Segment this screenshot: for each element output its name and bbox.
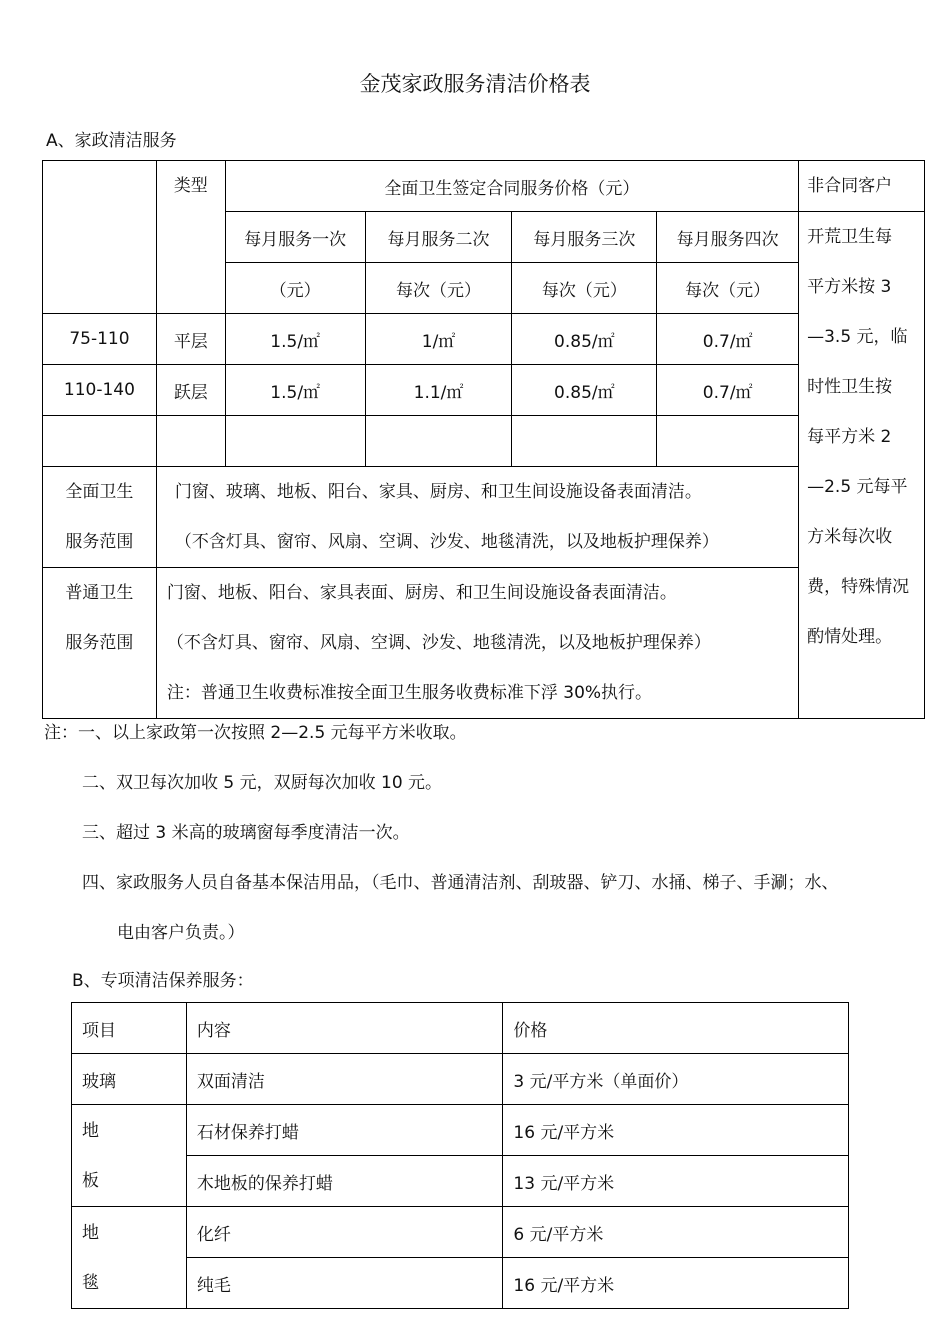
unit-header: （元） (225, 263, 365, 314)
content-cell: 双面清洁 (186, 1054, 503, 1105)
table-header-row (72, 1003, 849, 1054)
price-cell: 1.5/㎡ (225, 314, 365, 365)
empty-cell (657, 416, 799, 467)
corner-cell (43, 161, 157, 314)
normal-scope-content: 门窗、地板、阳台、家具表面、厨房、和卫生间设施设备表面清洁。 （不含灯具、窗帘、风扇、空调、沙发、地毯清洗，以及地板护理保养） 注：普通卫生收费标准按全面卫生服务收费标准下浮 30%执行。 (156, 568, 798, 719)
table-row (72, 1105, 849, 1156)
type-cell: 平层 (156, 314, 225, 365)
price-cell: 0.85/㎡ (512, 314, 657, 365)
content-cell: 化纤 (186, 1207, 503, 1258)
col-header: 项目 (72, 1003, 187, 1054)
price-cell: 16 元/平方米 (503, 1105, 849, 1156)
price-cell: 0.7/㎡ (657, 314, 799, 365)
area-cell: 110-140 (43, 365, 157, 416)
price-cell: 13 元/平方米 (503, 1156, 849, 1207)
non-contract-line: 每平方米 2 (807, 427, 892, 447)
non-contract-line: 酌情处理。 (807, 627, 893, 647)
empty-cell (512, 416, 657, 467)
note-line: 三、超过 3 米高的玻璃窗每季度清洁一次。 (82, 823, 410, 843)
non-contract-line: 时性卫生按 (807, 377, 893, 397)
freq-header: 每月服务二次 (365, 212, 512, 263)
non-contract-line: 方米每次收 (807, 527, 893, 547)
item-cell: 玻璃 (72, 1054, 187, 1105)
price-cell: 6 元/平方米 (503, 1207, 849, 1258)
non-contract-header: 非合同客户 (799, 161, 925, 212)
normal-scope-label: 普通卫生 服务范围 (43, 568, 157, 719)
item-cell: 地 板 (72, 1105, 187, 1207)
empty-cell (365, 416, 512, 467)
freq-header: 每月服务三次 (512, 212, 657, 263)
table-row (72, 1258, 849, 1309)
table-row (43, 365, 925, 416)
price-cell: 1.1/㎡ (365, 365, 512, 416)
type-header: 类型 (156, 161, 225, 314)
price-cell: 3 元/平方米（单面价） (503, 1054, 849, 1105)
unit-header: 每次（元） (657, 263, 799, 314)
non-contract-line: 开荒卫生每 (807, 227, 893, 247)
empty-row (43, 416, 925, 467)
note-line: 二、双卫每次加收 5 元，双厨每次加收 10 元。 (82, 773, 443, 793)
area-cell: 75-110 (43, 314, 157, 365)
non-contract-line: —3.5 元，临 (807, 327, 908, 347)
col-header: 内容 (186, 1003, 503, 1054)
table-row (72, 1054, 849, 1105)
non-contract-line: 费，特殊情况 (807, 577, 910, 597)
full-scope-content: 门窗、玻璃、地板、阳台、家具、厨房、和卫生间设施设备表面清洁。 （不含灯具、窗帘、风扇、空调、沙发、地毯清洗，以及地板护理保养） (156, 467, 798, 568)
table-row (72, 1156, 849, 1207)
content-cell: 石材保养打蜡 (186, 1105, 503, 1156)
unit-header: 每次（元） (512, 263, 657, 314)
section-b-heading: B、专项清洁保养服务： (72, 971, 254, 991)
non-contract-line: —2.5 元每平 (807, 477, 908, 497)
contract-price-header: 全面卫生签定合同服务价格（元） (225, 161, 798, 212)
unit-header: 每次（元） (365, 263, 512, 314)
special-cleaning-table (71, 1002, 849, 1309)
full-scope-label: 全面卫生 服务范围 (43, 467, 157, 568)
content-cell: 木地板的保养打蜡 (186, 1156, 503, 1207)
freq-header: 每月服务四次 (657, 212, 799, 263)
non-contract-line: 平方米按 3 (807, 277, 892, 297)
type-cell: 跃层 (156, 365, 225, 416)
non-contract-terms (799, 212, 925, 719)
empty-cell (225, 416, 365, 467)
price-cell: 0.7/㎡ (657, 365, 799, 416)
normal-scope-row (43, 568, 925, 719)
col-header: 价格 (503, 1003, 849, 1054)
content-cell: 纯毛 (186, 1258, 503, 1309)
empty-cell (43, 416, 157, 467)
note-line: 注：一、以上家政第一次按照 2—2.5 元每平方米收取。 (44, 723, 467, 743)
section-a-heading: A、家政清洁服务 (46, 131, 177, 151)
price-cell: 1.5/㎡ (225, 365, 365, 416)
full-scope-row (43, 467, 925, 568)
item-cell: 地 毯 (72, 1207, 187, 1309)
freq-header: 每月服务一次 (225, 212, 365, 263)
notes (44, 708, 839, 958)
price-cell: 1/㎡ (365, 314, 512, 365)
note-line: 四、家政服务人员自备基本保洁用品，（毛巾、普通清洁剂、刮玻器、铲刀、水捅、梯子、手涮；水、 (82, 873, 839, 893)
note-line: 电由客户负责。） (117, 923, 245, 943)
table-row (43, 314, 925, 365)
page-title: 金茂家政服务清洁价格表 (359, 72, 591, 96)
price-cell: 0.85/㎡ (512, 365, 657, 416)
table-row (72, 1207, 849, 1258)
home-cleaning-price-table (42, 160, 925, 719)
empty-cell (156, 416, 225, 467)
price-cell: 16 元/平方米 (503, 1258, 849, 1309)
